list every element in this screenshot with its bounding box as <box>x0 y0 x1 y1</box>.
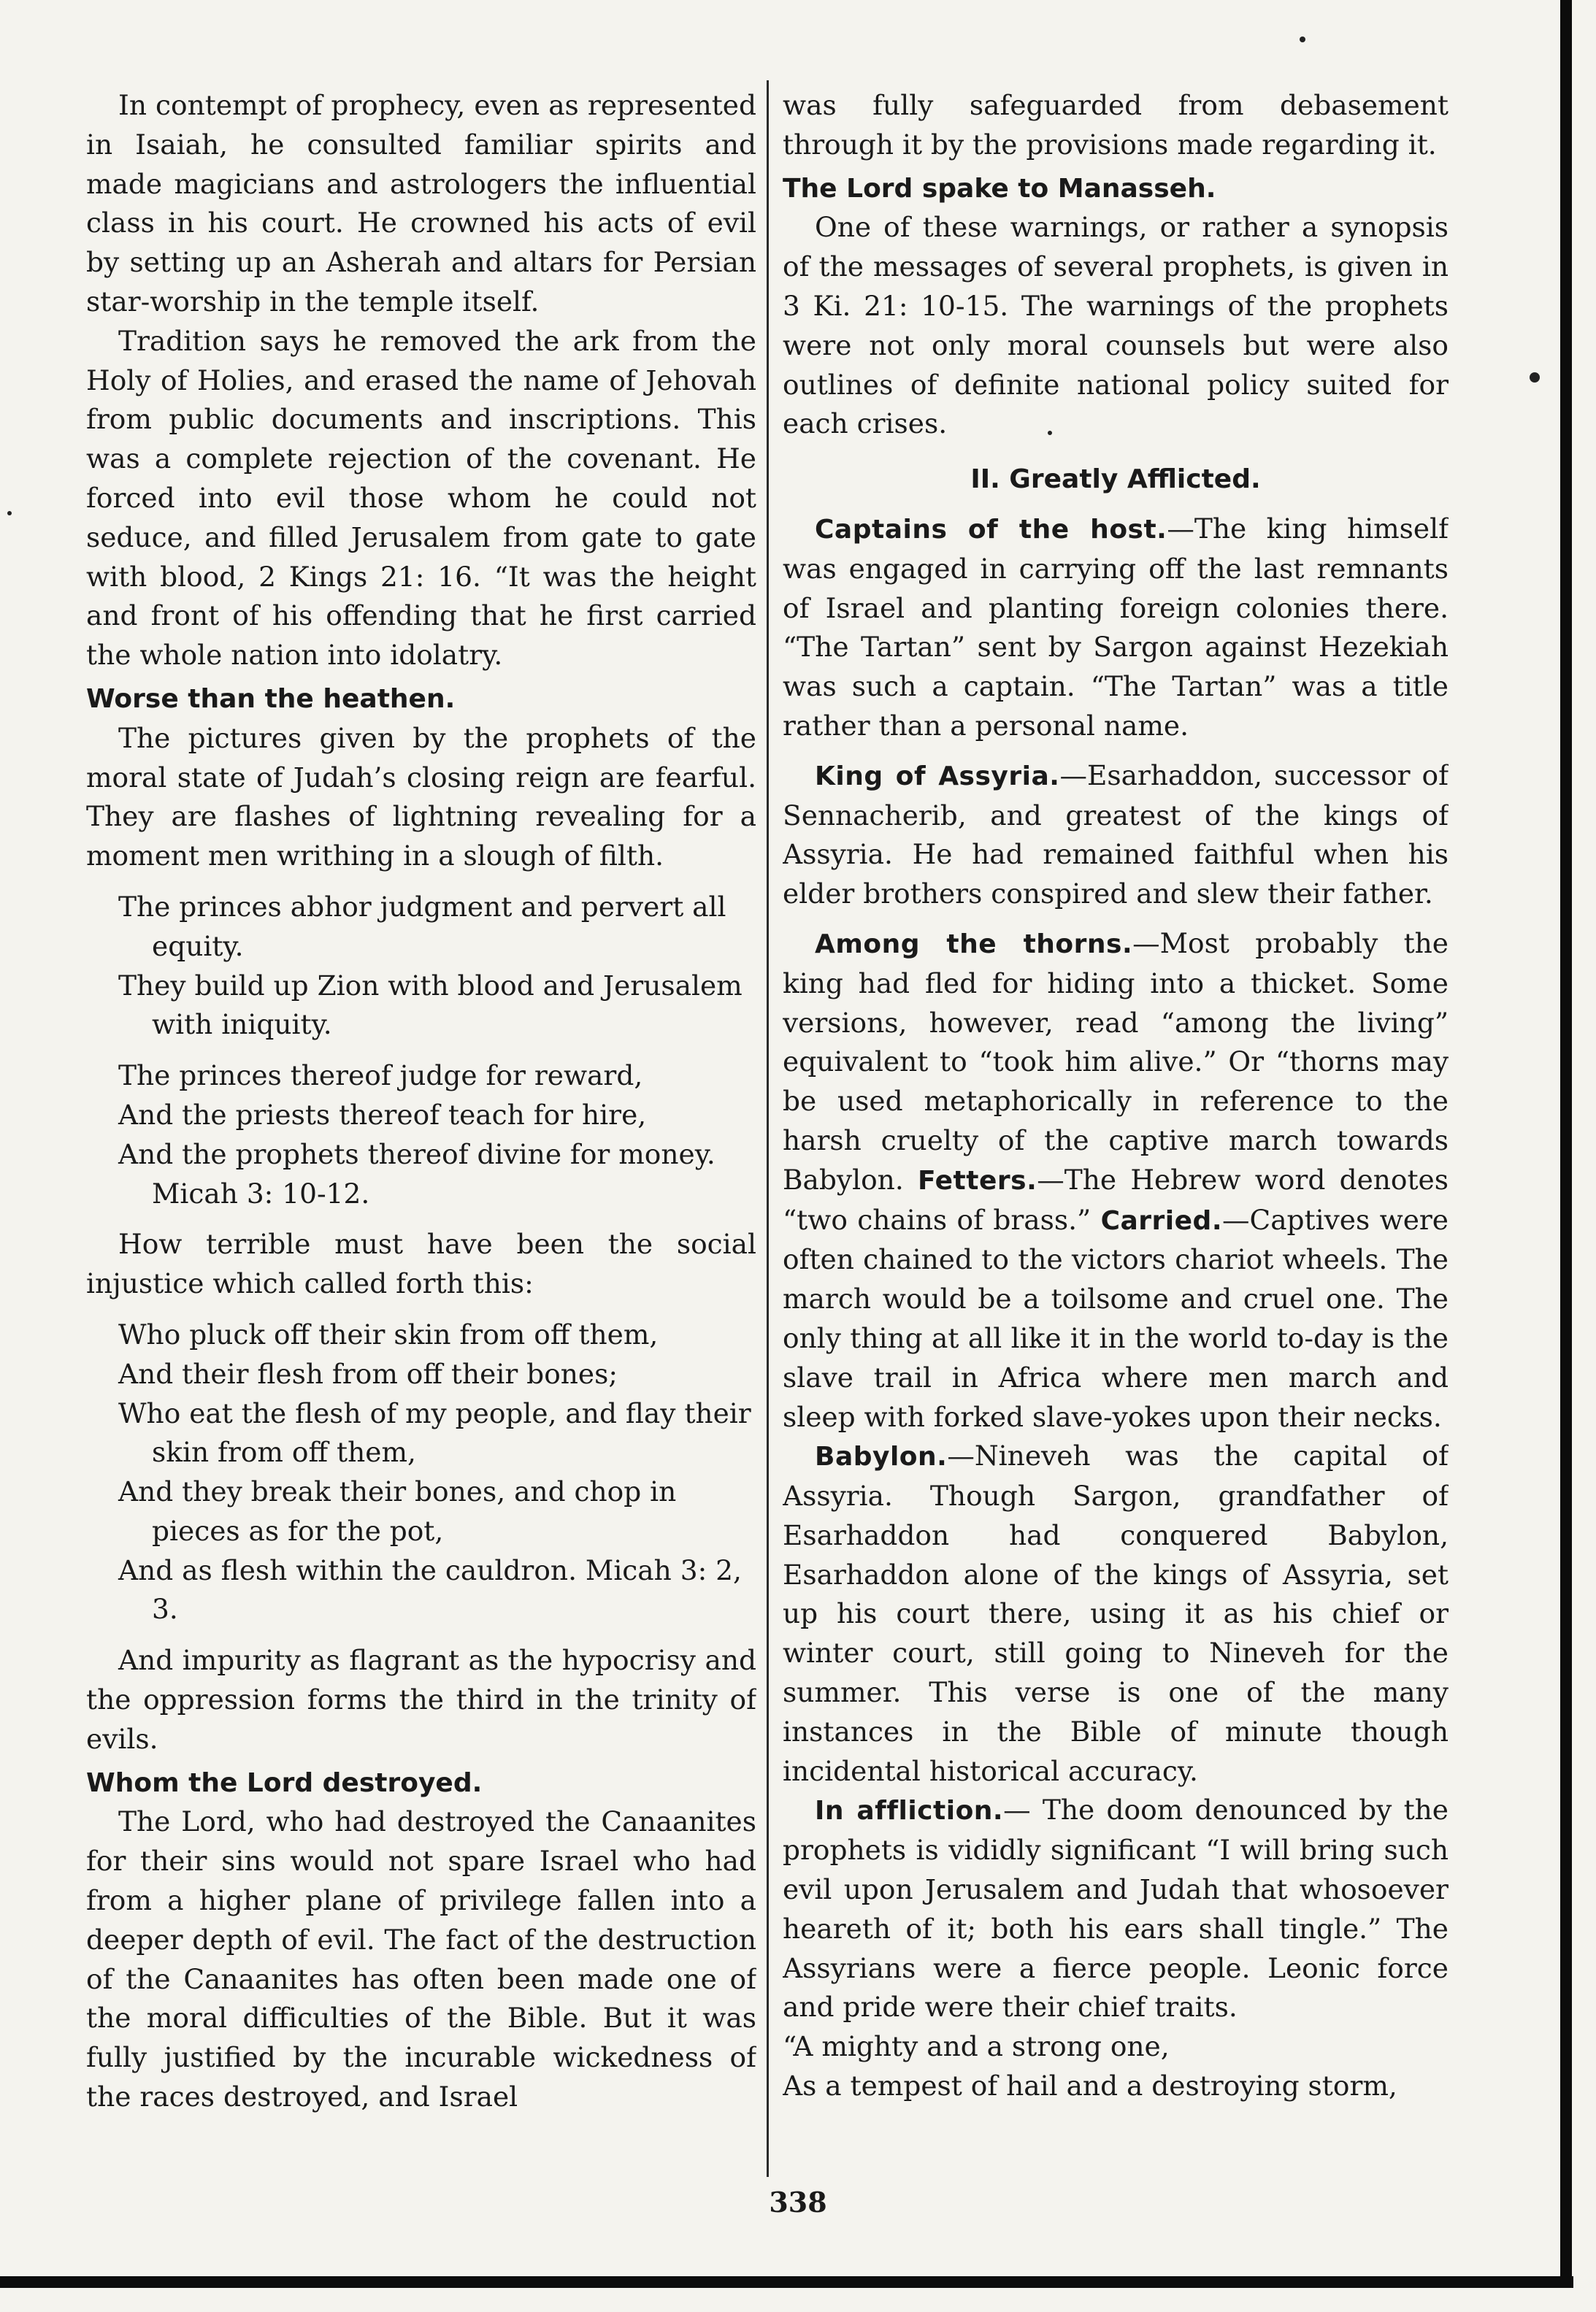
quote-line: As a tempest of hail and a destroying storm, <box>783 2070 1397 2102</box>
paragraph <box>783 1791 1449 2027</box>
paragraph <box>783 1437 1449 1791</box>
paragraph-text: —Esarhaddon, successor of Sennacherib, and greatest of the kings of Assyria. He had remained faithful when his elder brothers conspired and slew their father. <box>783 758 1449 910</box>
inline-heading: King of Assyria. <box>815 761 1060 791</box>
paragraph-text: —The king himself was engaged in carrying off the last remnants of Israel and planting foreign colonies there. “The Tartan” sent by Sargon against Hezekiah was such a captain. “The Tartan” was a title rather than a personal name. <box>783 512 1449 742</box>
inline-heading: Among the thorns. <box>815 929 1133 959</box>
paragraph <box>783 510 1449 746</box>
paragraph: And impurity as flagrant as the hypocrisy and the oppression forms the third in the trinity of evils. <box>86 1644 756 1755</box>
verse-block <box>86 1316 756 1629</box>
left-column <box>86 86 756 2181</box>
verse-line: And the priests thereof teach for hire, <box>118 1098 647 1131</box>
inline-heading: Babylon. <box>815 1442 948 1472</box>
right-column <box>783 86 1449 2181</box>
scan-edge-right <box>1560 0 1572 2286</box>
paragraph <box>783 756 1449 914</box>
section-heading: Worse than the heathen. <box>86 683 456 714</box>
paragraph: How terrible must have been the social injustice which called forth this: <box>86 1228 756 1300</box>
page-number: 338 <box>769 2186 827 2219</box>
section-heading: The Lord spake to Manasseh. <box>783 173 1216 204</box>
scan-edge-bottom <box>0 2276 1573 2288</box>
inline-heading: Carried. <box>1100 1205 1222 1236</box>
verse-line: And the prophets thereof divine for money. Micah 3: 10-12. <box>118 1137 715 1210</box>
paragraph: was fully safeguarded from debasement through it by the provisions made regarding it. <box>783 89 1449 161</box>
inline-heading: Fetters. <box>918 1165 1037 1196</box>
verse-line: The princes thereof judge for reward, <box>118 1059 643 1092</box>
paragraph-text: —Most probably the king had fled for hiding into a thicket. Some versions, however, read “among the living” equivalent to “took him alive.” Or “thorns may be used metaphorically in reference to the harsh cruelty of the captive march towards Babylon. <box>783 926 1449 1196</box>
verse-line: They build up Zion with blood and Jerusalem with iniquity. <box>118 969 743 1041</box>
verse-block <box>86 888 756 1213</box>
verse-line: And they break their bones, and chop in pieces as for the pot, <box>118 1475 677 1547</box>
paragraph: One of these warnings, or rather a synopsis of the messages of several prophets, is given in 3 Ki. 21: 10-15. The warnings of the prophets were not only moral counsels but were also outlines of definite national policy suited for each crises. <box>783 211 1449 440</box>
paragraph-text: —Captives were often chained to the victors chariot wheels. The march would be a toilsome and cruel one. The only thing at all like it in the world to-day is the slave trail in Africa where men march and sleep with forked slave-yokes upon their necks. <box>783 1203 1449 1433</box>
scan-speck <box>7 511 12 515</box>
paragraph-text: — The doom denounced by the prophets is vididly significant “I will bring such evil upon Jerusalem and Judah that whosoever heareth of it; both his ears shall tingle.” The Assyrians were a fierce people. Leonic force and pride were their chief traits. <box>783 1794 1449 2024</box>
paragraph-text: —The Hebrew word denotes “two chains of brass.” <box>783 1163 1449 1236</box>
scan-speck <box>1530 372 1540 383</box>
paragraph: The Lord, who had destroyed the Canaanites for their sins would not spare Israel who had from a higher plane of privilege fallen into a deeper depth of evil. The fact of the destruction of the Canaanites has often been made one of the moral difficulties of the Bible. But it was fully justified by the incurable wickedness of the races destroyed, and Israel <box>86 1805 756 2113</box>
quote-line: “A mighty and a strong one, <box>783 2030 1170 2063</box>
verse-line: The princes abhor judgment and pervert all equity. <box>118 890 726 962</box>
inline-heading: In affliction. <box>815 1796 1004 1827</box>
scan-speck <box>1300 37 1305 42</box>
verse-line: Who eat the flesh of my people, and flay their skin from off them, <box>118 1397 751 1469</box>
paragraph <box>783 924 1449 1437</box>
inline-heading: Captains of the host. <box>815 514 1167 545</box>
scan-speck <box>1048 431 1052 435</box>
paragraph: The pictures given by the prophets of the moral state of Judah’s closing reign are fearful. They are flashes of lightning revealing for a moment men writhing in a slough of filth. <box>86 721 756 872</box>
verse-line: Who pluck off their skin from off them, <box>118 1318 659 1351</box>
paragraph: In contempt of prophecy, even as represented in Isaiah, he consulted familiar spirits and made magicians and astrologers the influential class in his court. He crowned his acts of evil by setting up an Asherah and altars for Persian star-worship in the temple itself. <box>86 89 756 318</box>
verse-line: And their flesh from off their bones; <box>118 1357 618 1390</box>
column-divider <box>767 80 769 2177</box>
chapter-section-heading: II. Greatly Afflicted. <box>970 464 1261 495</box>
section-heading: Whom the Lord destroyed. <box>86 1767 483 1798</box>
paragraph-text: —Nineveh was the capital of Assyria. Though Sargon, grandfather of Esarhaddon had conquered Babylon, Esarhaddon alone of the kings of Assyria, set up his court there, using it as his chief or winter court, still going to Nineveh for the summer. This verse is one of the many instances in the Bible of minute though incidental historical accuracy. <box>783 1440 1449 1787</box>
paragraph: Tradition says he removed the ark from the Holy of Holies, and erased the name of Jehovah from public documents and inscriptions. This was a complete rejection of the covenant. He forced into evil those whom he could not seduce, and filled Jerusalem from gate to gate with blood, 2 Kings 21: 16. “It was the height and front of his offending that he first carried the whole nation into idolatry. <box>86 324 756 672</box>
verse-line: And as flesh within the cauldron. Micah 3: 2, 3. <box>118 1554 742 1626</box>
